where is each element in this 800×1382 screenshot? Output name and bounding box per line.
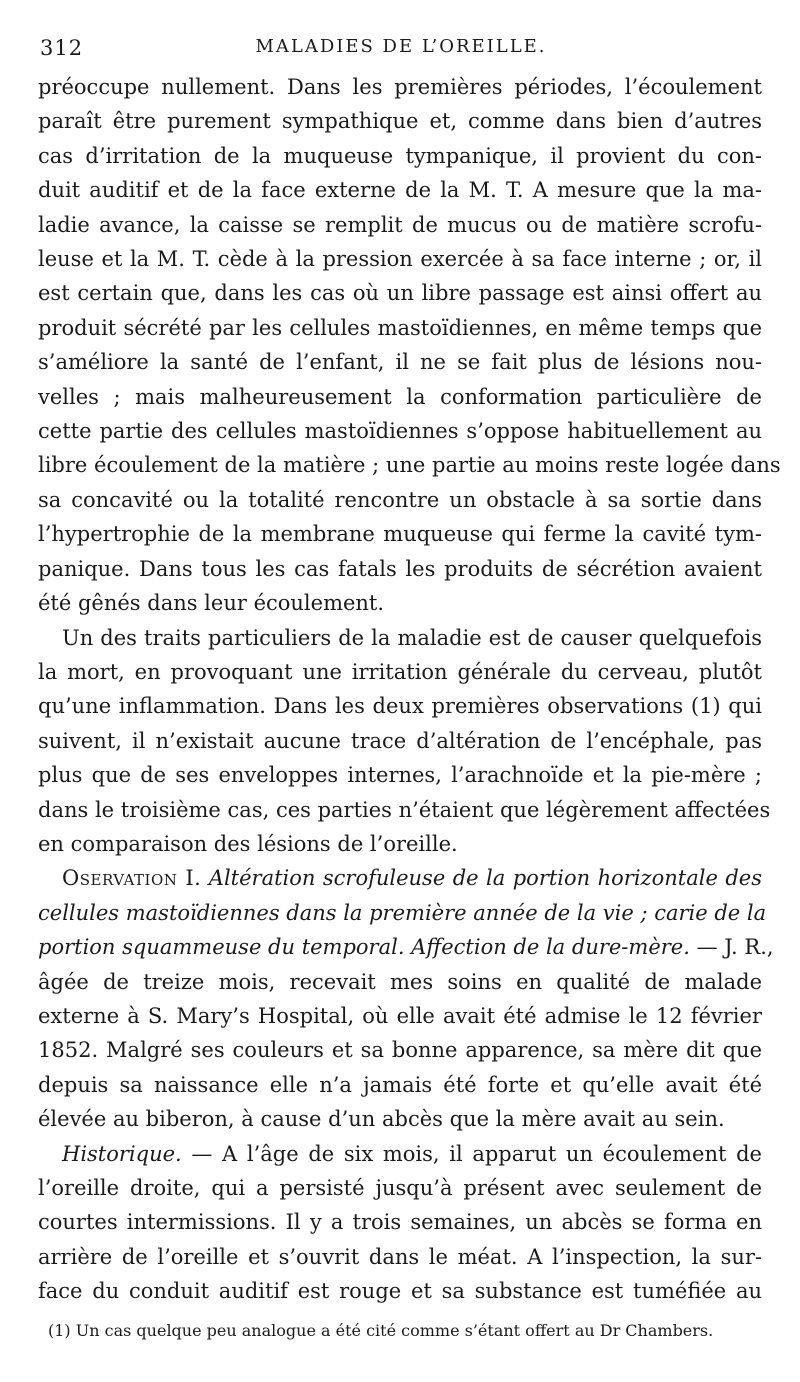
text-line: cas d’irritation de la muqueuse tympanique, il provient du con- — [38, 143, 762, 168]
text-line — [38, 930, 774, 964]
historique-label: Historique. — [62, 1141, 182, 1166]
observation-paragraph — [38, 861, 774, 1136]
historique-paragraph — [38, 1137, 762, 1309]
text-line: duit auditif et de la face externe de la M. T. A mesure que la ma- — [38, 178, 762, 203]
historique-text: — A l’âge de six mois, il apparut un écoulement de — [181, 1141, 762, 1166]
page-number: 312 — [40, 36, 84, 60]
observation-title: cellules mastoïdiennes dans la première année de la vie ; carie de la — [38, 900, 767, 925]
text-line: élevée au biberon, à cause d’un abcès que la mère avait au sein. — [38, 1107, 725, 1132]
text-line: suivent, il n’existait aucune trace d’altération de l’encéphale, pas — [38, 728, 762, 753]
text-line: 1852. Malgré ses couleurs et sa bonne apparence, sa mère dit que — [38, 1038, 762, 1063]
paragraph-2 — [38, 621, 771, 862]
text-line: âgée de treize mois, recevait mes soins en qualité de malade — [38, 969, 762, 994]
text-line: velles ; mais malheureusement la conformation particulière de — [38, 384, 762, 409]
text-line: courtes intermissions. Il y a trois semaines, un abcès se forma en — [38, 1210, 762, 1235]
text-line: produit sécrété par les cellules mastoïdiennes, en même temps que — [38, 315, 762, 340]
running-head: MALADIES DE L’OREILLE. — [255, 36, 547, 57]
text-line: Un des traits particuliers de la maladie est de causer quelquefois — [62, 625, 762, 650]
paragraph-1 — [38, 70, 781, 621]
observation-label: Oservation I. — [62, 866, 202, 891]
text-line: s’améliore la santé de l’enfant, il ne se fait plus de lésions nou- — [38, 350, 762, 375]
footnote: (1) Un cas quelque peu analogue a été cité comme s’étant offert au Dr Chambers. — [48, 1321, 714, 1340]
page-header — [40, 30, 762, 66]
text-line: face du conduit auditif est rouge et sa substance est tuméfiée au — [38, 1279, 762, 1304]
text-line: est certain que, dans les cas où un libre passage est ainsi offert au — [38, 281, 762, 306]
text-line: été gênés dans leur écoulement. — [38, 591, 385, 616]
text-line: paraît être purement sympathique et, comme dans bien d’autres — [38, 109, 762, 134]
body-text — [38, 70, 781, 1309]
text-line: leuse et la M. T. cède à la pression exercée à sa face interne ; or, il — [38, 247, 762, 272]
observation-title: portion squammeuse du temporal. Affection de la dure-mère. — [38, 935, 690, 960]
text-line: dans le troisième cas, ces parties n’étaient que légèrement affectées — [38, 797, 771, 822]
text-line — [38, 1137, 762, 1171]
text-line: l’hypertrophie de la membrane muqueuse qui ferme la cavité tym- — [38, 522, 762, 547]
text-line: qu’une inflammation. Dans les deux premières observations (1) qui — [38, 694, 762, 719]
observation-title: Altération scrofuleuse de la portion horizontale des — [208, 866, 762, 891]
text-line — [38, 896, 767, 930]
observation-text: — J. R., — [689, 935, 774, 960]
text-line: plus que de ses enveloppes internes, l’arachnoïde et la pie-mère ; — [38, 763, 762, 788]
text-line: panique. Dans tous les cas fatals les produits de sécrétion avaient — [38, 556, 762, 581]
text-line: depuis sa naissance elle n’a jamais été forte et qu’elle avait été — [38, 1072, 762, 1097]
text-line: l’oreille droite, qui a persisté jusqu’à présent avec seulement de — [38, 1176, 762, 1200]
text-line: cette partie des cellules mastoïdiennes s’oppose habituellement au — [38, 419, 762, 444]
text-line: en comparaison des lésions de l’oreille. — [38, 831, 458, 856]
text-line: libre écoulement de la matière ; une partie au moins reste logée dans — [38, 453, 781, 478]
text-line: la mort, en provoquant une irritation générale du cerveau, plutôt — [38, 659, 762, 684]
text-line: externe à S. Mary’s Hospital, où elle avait été admise le 12 février — [38, 1003, 762, 1028]
text-line: préoccupe nullement. Dans les premières périodes, l’écoulement — [38, 75, 762, 99]
text-line: ladie avance, la caisse se remplit de mucus ou de matière scrofu- — [38, 212, 762, 237]
text-line: sa concavité ou la totalité rencontre un obstacle à sa sortie dans — [38, 487, 762, 512]
text-line — [38, 861, 762, 895]
text-line: arrière de l’oreille et s’ouvrit dans le méat. A l’inspection, la sur- — [38, 1244, 762, 1269]
